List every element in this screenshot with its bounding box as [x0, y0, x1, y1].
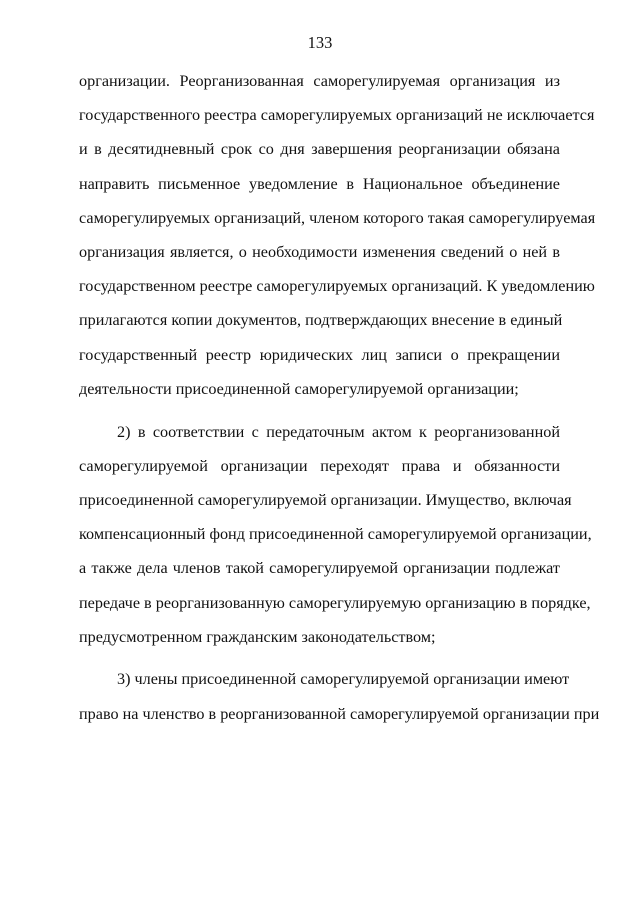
text-line: организации. Реорганизованная саморегулируемая организация из — [79, 72, 560, 90]
text-line: государственного реестра саморегулируемых организаций не исключается — [79, 106, 595, 125]
text-line: прилагаются копии документов, подтверждающих внесение в единый — [79, 311, 563, 330]
text-line: организация является, о необходимости изменения сведений о ней в — [79, 243, 560, 262]
text-line: 2) в соответствии с передаточным актом к реорганизованной — [117, 422, 560, 441]
paragraph-2 — [79, 415, 592, 654]
paragraph-1 — [79, 64, 596, 406]
page-number: 133 — [307, 33, 333, 52]
text-line: предусмотренном гражданским законодательством; — [79, 627, 436, 646]
text-line: государственном реестре саморегулируемых организаций. К уведомлению — [79, 277, 595, 296]
document-body — [79, 64, 600, 731]
text-line: право на членство в реорганизованной саморегулируемой организации при — [79, 704, 600, 723]
text-line: саморегулируемой организации переходят права и обязанности — [79, 456, 560, 475]
paragraph-3 — [79, 662, 600, 730]
text-line: компенсационный фонд присоединенной саморегулируемой организации, — [79, 525, 592, 544]
text-line: присоединенной саморегулируемой организации. Имущество, включая — [79, 490, 572, 509]
text-line: направить письменное уведомление в Национальное объединение — [79, 174, 560, 193]
text-line: и в десятидневный срок со дня завершения реорганизации обязана — [79, 140, 560, 159]
text-line: деятельности присоединенной саморегулируемой организации; — [79, 379, 519, 398]
text-line: саморегулируемых организаций, членом которого такая саморегулируемая — [79, 208, 596, 227]
text-line: а также дела членов такой саморегулируемой организации подлежат — [79, 559, 560, 578]
text-line: передаче в реорганизованную саморегулируемую организацию в порядке, — [79, 593, 591, 612]
text-line: государственный реестр юридических лиц записи о прекращении — [79, 345, 560, 364]
text-line: 3) члены присоединенной саморегулируемой организации имеют — [117, 670, 570, 689]
